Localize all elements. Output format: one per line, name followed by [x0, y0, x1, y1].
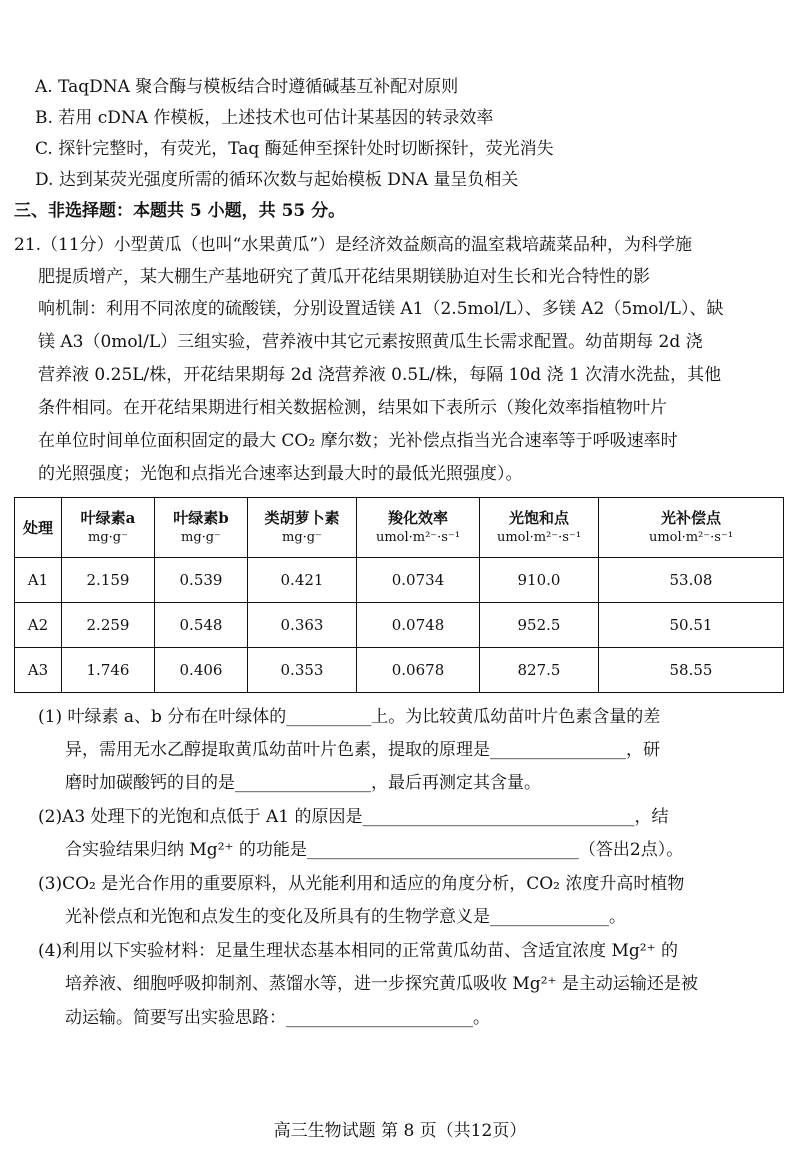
table-cell: 0.0678 — [357, 648, 480, 693]
subquestion-1-line-1: (1) 叶绿素 a、b 分布在叶绿体的__________上。为比较黄瓜幼苗叶片色素含量的差 — [38, 707, 661, 727]
table-cell: 0.421 — [248, 558, 357, 603]
option-d: D. 达到某荧光强度所需的循环次数与起始模板 DNA 量呈负相关 — [35, 170, 519, 190]
subquestion-4-line-2: 培养液、细胞呼吸抑制剂、蒸馏水等，进一步探究黄瓜吸收 Mg²⁺ 是主动运输还是被 — [65, 974, 698, 994]
header-cell: 类胡萝卜素 mg·g⁻ — [248, 498, 357, 558]
table-cell: 952.5 — [480, 603, 599, 648]
table-cell: 50.51 — [599, 603, 784, 648]
subquestion-2-line-2: 合实验结果归纳 Mg²⁺ 的功能是________________________________（答出2点）。 — [65, 840, 684, 860]
subquestion-4-line-3: 动运输。简要写出实验思路：______________________。 — [65, 1008, 490, 1028]
table-header-row — [15, 498, 784, 558]
data-table — [14, 497, 784, 693]
header-cell: 叶绿素b mg·g⁻ — [155, 498, 248, 558]
header-cell: 羧化效率 umol·m²⁻·s⁻¹ — [357, 498, 480, 558]
table-cell: 910.0 — [480, 558, 599, 603]
table-row — [15, 603, 784, 648]
subquestion-3-line-1: (3)CO₂ 是光合作用的重要原料，从光能利用和适应的角度分析，CO₂ 浓度升高时植物 — [38, 874, 685, 894]
header-cell: 叶绿素a mg·g⁻ — [62, 498, 155, 558]
subquestion-3-line-2: 光补偿点和光饱和点发生的变化及所具有的生物学意义是______________。 — [65, 907, 626, 927]
table-cell: 53.08 — [599, 558, 784, 603]
table-cell: 0.353 — [248, 648, 357, 693]
option-a: A. TaqDNA 聚合酶与模板结合时遵循碱基互补配对原则 — [35, 77, 459, 97]
table-cell: 1.746 — [62, 648, 155, 693]
subquestion-2-line-1: (2)A3 处理下的光饱和点低于 A1 的原因是________________________________，结 — [38, 807, 669, 827]
table-cell: 0.406 — [155, 648, 248, 693]
question-21-line-8: 的光照强度；光饱和点指光合速率达到最大时的最低光照强度）。 — [38, 464, 523, 484]
question-21-line-3: 响机制：利用不同浓度的硫酸镁，分别设置适镁 A1（2.5mol/L）、多镁 A2（5mol/L）、缺 — [38, 299, 724, 319]
table-row — [15, 648, 784, 693]
question-21-line-7: 在单位时间单位面积固定的最大 CO₂ 摩尔数；光补偿点指当光合速率等于呼吸速率时 — [38, 431, 678, 451]
subquestion-1-line-3: 磨时加碳酸钙的目的是________________，最后再测定其含量。 — [65, 773, 541, 793]
header-cell: 光饱和点 umol·m²⁻·s⁻¹ — [480, 498, 599, 558]
table-cell: A2 — [15, 603, 62, 648]
header-cell: 处理 — [15, 498, 62, 558]
table-cell: A3 — [15, 648, 62, 693]
option-b: B. 若用 cDNA 作模板，上述技术也可估计某基因的转录效率 — [35, 108, 494, 128]
section-heading: 三、非选择题：本题共 5 小题，共 55 分。 — [14, 201, 346, 221]
option-c: C. 探针完整时，有荧光，Taq 酶延伸至探针处时切断探针，荧光消失 — [35, 139, 554, 159]
subquestion-1-line-2: 异，需用无水乙醇提取黄瓜幼苗叶片色素，提取的原理是________________，研 — [65, 740, 660, 760]
header-cell: 光补偿点 umol·m²⁻·s⁻¹ — [599, 498, 784, 558]
table-cell: A1 — [15, 558, 62, 603]
question-21-line-4: 镁 A3（0mol/L）三组实验，营养液中其它元素按照黄瓜生长需求配置。幼苗期每 2d 浇 — [38, 332, 703, 352]
table-cell: 0.548 — [155, 603, 248, 648]
table-row — [15, 558, 784, 603]
table-cell: 827.5 — [480, 648, 599, 693]
table-cell: 0.363 — [248, 603, 357, 648]
table-cell: 2.159 — [62, 558, 155, 603]
question-21-line-2: 肥提质增产，某大棚生产基地研究了黄瓜开花结果期镁胁迫对生长和光合特性的影 — [38, 267, 650, 287]
table-cell: 58.55 — [599, 648, 784, 693]
table-cell: 0.0748 — [357, 603, 480, 648]
question-21-line-6: 条件相同。在开花结果期进行相关数据检测，结果如下表所示（羧化效率指植物叶片 — [38, 398, 667, 418]
question-21-line-5: 营养液 0.25L/株，开花结果期每 2d 浇营养液 0.5L/株，每隔 10d 浇 1 次清水洗盐，其他 — [38, 365, 722, 385]
subquestion-4-line-1: (4)利用以下实验材料：足量生理状态基本相同的正常黄瓜幼苗、含适宜浓度 Mg²⁺ 的 — [38, 941, 678, 961]
table-cell: 0.0734 — [357, 558, 480, 603]
page-footer: 高三生物试题 第 8 页（共12页） — [273, 1121, 527, 1141]
table-cell: 0.539 — [155, 558, 248, 603]
table-cell: 2.259 — [62, 603, 155, 648]
question-21-line-1: 21.（11分）小型黄瓜（也叫“水果黄瓜”）是经济效益颇高的温室栽培蔬菜品种，为科学施 — [14, 235, 693, 255]
